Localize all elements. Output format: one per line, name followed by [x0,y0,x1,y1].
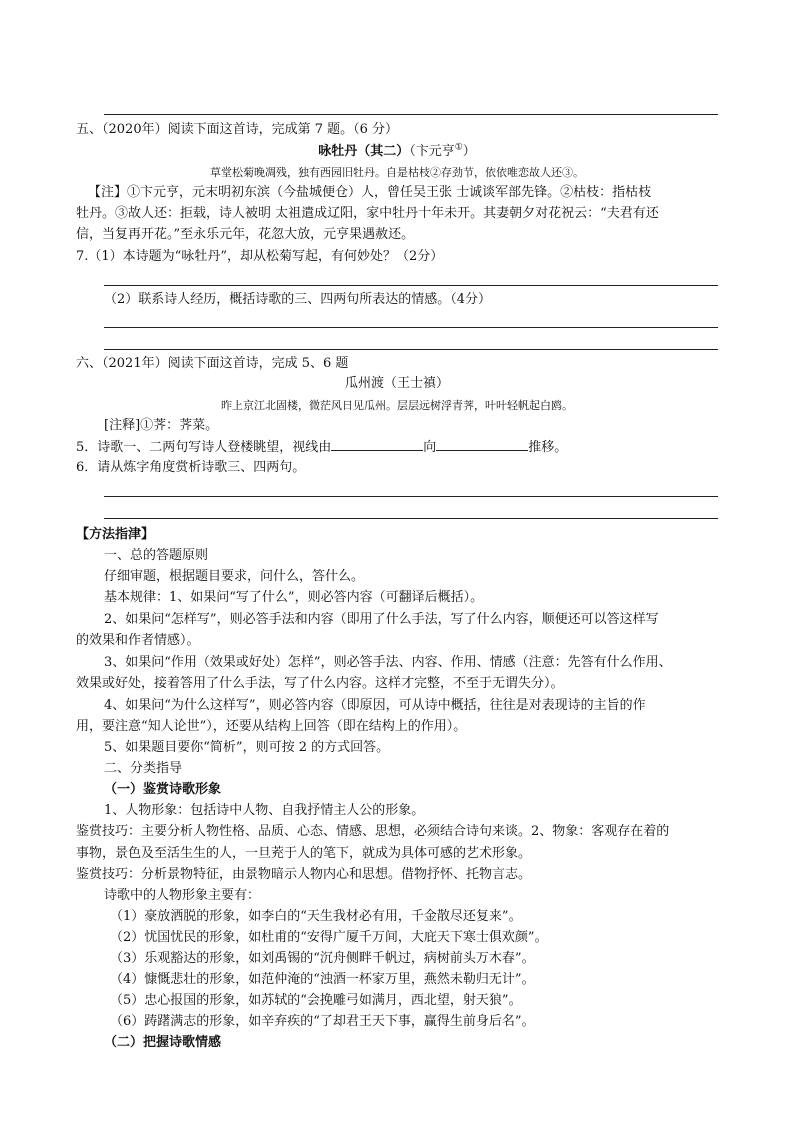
answer-line[interactable] [104,496,718,497]
poem-title-line [0,143,794,161]
method-line: 1、人物形象：包括诗中人物、自我抒情主人公的形象。 [104,803,425,818]
method-line: 二、分类指导 [104,761,183,776]
answer-line[interactable] [104,285,718,286]
poem-text: 草堂松菊晚凋残，独有西园旧牡丹。自是枯枝②存劲节，依依唯恋故人还③。 [210,166,584,179]
method-line: （4）慷慨悲壮的形象，如范仲淹的“浊酒一杯家万里，燕然未勒归无计”。 [110,972,535,987]
method-line: 诗歌中的人物形象主要有： [104,888,261,903]
note-line-1: 【注】①卞元亨，元末明初东滨（今盐城便仓）人，曾任吴王张 士诚谈军部先锋。②枯枝：指枯枝 [88,185,652,200]
method-line: （5）忠心报国的形象，如苏轼的“会挽雕弓如满月，西北望，射天狼”。 [110,993,522,1008]
poem-title: 咏牡丹（其二） [318,144,410,159]
method-line: 的效果和作者情感）。 [76,633,200,648]
subheading-1: （一）鉴赏诗歌形象 [104,782,222,797]
method-line: 5、如果题目要你“简析”，则可按 2 的方式回答。 [104,740,390,755]
method-line: 一、总的答题原则 [104,548,209,563]
method-line: 基本规律：1、如果问“写了什么”，则必答内容（可翻译后概括）。 [104,590,484,605]
method-line: 鉴赏技巧：主要分析人物性格、品质、心态、情感、思想，必须结合诗句来谈。2、物象：客观存在着的 [76,824,670,839]
question-5-text: 5．诗歌一、二两句写诗人登楼眺望，视线由 [76,440,332,455]
poem-title-2: 瓜州渡（王士禛） [344,376,449,391]
method-line: 4、如果问“为什么这样写”，则必答内容（即原因，可从诗中概括，往往是对表现诗的主旨的作 [104,698,646,713]
question-5 [76,438,567,457]
note-line-2: 牡丹。③故人还：拒载，诗人被明 太祖遣成辽阳，家中牡丹十年未开。其妻朝夕对花祝云：“夫君有还 [76,206,659,221]
answer-line[interactable] [104,349,718,350]
method-line: 用，要注意“知人论世”），还要从结构上回答（即在结构上的作用）。 [76,719,467,734]
annotation: [注释]①荠：荠菜。 [104,418,219,433]
method-line: （3）乐观豁达的形象，如刘禹锡的“沉舟侧畔千帆过，病树前头万木春”。 [110,951,535,966]
poem-author: （卞元亨 [409,144,455,159]
method-title: 【方法指津】 [76,527,155,542]
method-line: （1）豪放洒脱的形象，如李白的“天生我材必有用，千金散尽还复来”。 [110,909,522,924]
method-line: 效果或好处，接着答用了什么手法，写了什么内容。这样才完整，不至于无谓失分）。 [76,676,564,691]
question-5-mid: 向 [423,440,437,455]
poem-text-2: 昨上京江北固楼，微茫风日见瓜州。层层远树浮青荠，叶叶轻帆起白鸥。 [221,399,573,412]
method-line: 3、如果问“作用（效果或好处）怎样”，则必答手法、内容、作用、情感（注意：先答有什么作用、 [104,655,672,670]
footnote-mark: ① [454,142,463,153]
method-line: 仔细审题，根据题目要求，问什么，答什么。 [104,569,365,584]
section-5-heading: 五、（2020年）阅读下面这首诗，完成第 7 题。（6 分） [76,122,399,137]
fill-blank-1[interactable] [331,438,423,451]
method-line: （6）踌躇满志的形象，如辛弃疾的“了却君王天下事，赢得生前身后名”。 [110,1014,535,1029]
method-line: 2、如果问“怎样写”，则必答手法和内容（即用了什么手法，写了什么内容，顺便还可以答这样写 [104,612,659,627]
question-7-2: （2）联系诗人经历，概括诗歌的三、四两句所表达的情感。（4分） [104,292,492,307]
method-line: （2）忧国忧民的形象，如杜甫的“安得广厦千万间，大庇天下寒士俱欢颜”。 [110,930,548,945]
poem-author-end: ） [462,144,476,159]
fill-blank-2[interactable] [436,438,528,451]
section-6-heading: 六、（2021年）阅读下面这首诗，完成 5、6 题 [76,356,349,371]
question-6: 6．请从炼字角度赏析诗歌三、四两句。 [76,460,306,475]
question-7-1: 7.（1）本诗题为“咏牡丹”，却从松菊写起，有何妙处？（2分） [76,249,444,264]
answer-line[interactable] [104,518,718,519]
method-line: 事物，景色及至活生生的人，一旦茺于人的笔下，就成为具体可感的艺术形象。 [76,846,532,861]
subheading-2: （二）把握诗歌情感 [104,1035,222,1050]
answer-line[interactable] [104,327,718,328]
top-rule [104,114,718,115]
question-5-end: 推移。 [528,440,568,455]
note-line-3: 信，当复再开花。”至永乐元年，花忽大放，元亨果遇赦还。 [76,227,415,242]
method-line: 鉴赏技巧：分析景物特征，由景物暗示人物内心和思想。借物抒怀、托物言志。 [76,867,532,882]
